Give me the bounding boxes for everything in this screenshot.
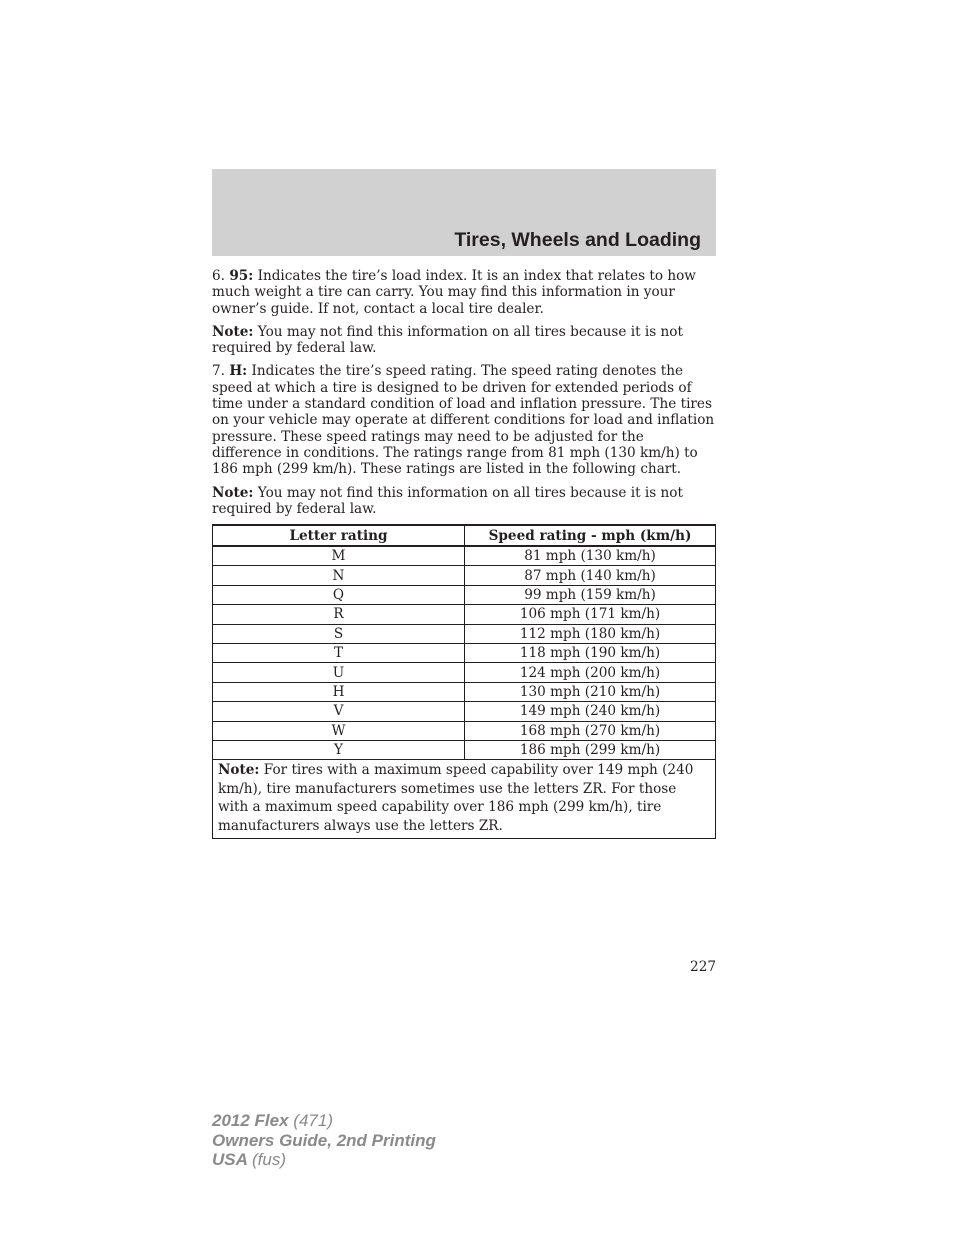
footer-market: USA [212, 1150, 248, 1169]
table-row [213, 663, 716, 682]
speed-cell: 106 mph (171 km/h) [465, 605, 716, 624]
table-row [213, 721, 716, 740]
note-label: Note: [218, 762, 260, 779]
note-text: You may not find this information on all tires because it is not required by federal law. [212, 484, 683, 517]
speed-cell: 168 mph (270 km/h) [465, 721, 716, 740]
note-text: For tires with a maximum speed capability over 149 mph (240 km/h), tire manufacturers sometimes use the letters ZR. For those with a maximum speed capability over 186 mph (299 km/h), tire manufacturers always use the letters ZR. [218, 762, 694, 834]
paragraph-item-7 [212, 363, 716, 477]
item-text: Indicates the tire’s speed rating. The speed rating denotes the speed at which a tire is designed to be driven for extended periods of time under a standard condition of load and inflation pressure. The tires on your vehicle may operate at different conditions for load and inflation pressure. These speed ratings may need to be adjusted for the difference in conditions. The ratings range from 81 mph (130 km/h) to 186 mph (299 km/h). These ratings are listed in the following chart. [212, 363, 715, 478]
table-note-row [213, 760, 716, 839]
table-row [213, 682, 716, 701]
paragraph-item-6 [212, 268, 716, 317]
table-row [213, 566, 716, 585]
letter-cell: S [213, 624, 465, 643]
letter-cell: Q [213, 585, 465, 604]
table-row [213, 546, 716, 566]
letter-cell: N [213, 566, 465, 585]
letter-cell: H [213, 682, 465, 701]
body-text [212, 268, 716, 524]
table-row [213, 643, 716, 662]
footer-line-3 [212, 1150, 436, 1170]
page-number: 227 [690, 959, 716, 975]
speed-cell: 186 mph (299 km/h) [465, 740, 716, 759]
footer-market-code: (fus) [252, 1150, 286, 1169]
letter-cell: T [213, 643, 465, 662]
speed-cell: 99 mph (159 km/h) [465, 585, 716, 604]
footer-line-2: Owners Guide, 2nd Printing [212, 1130, 436, 1150]
speed-rating-table [212, 524, 716, 839]
speed-cell: 149 mph (240 km/h) [465, 702, 716, 721]
table-header-row [213, 525, 716, 546]
speed-cell: 130 mph (210 km/h) [465, 682, 716, 701]
letter-cell: U [213, 663, 465, 682]
section-title: Tires, Wheels and Loading [454, 229, 701, 251]
table-note-cell [213, 760, 716, 839]
letter-cell: W [213, 721, 465, 740]
item-label: H: [229, 363, 248, 380]
speed-cell: 112 mph (180 km/h) [465, 624, 716, 643]
item-number: 7. [212, 363, 225, 380]
footer-model-code: (471) [293, 1111, 333, 1130]
speed-cell: 124 mph (200 km/h) [465, 663, 716, 682]
letter-cell: Y [213, 740, 465, 759]
speed-cell: 81 mph (130 km/h) [465, 546, 716, 566]
letter-cell: M [213, 546, 465, 566]
footer-model: 2012 Flex [212, 1111, 289, 1130]
table-row [213, 624, 716, 643]
letter-cell: R [213, 605, 465, 624]
paragraph-note-1 [212, 324, 716, 357]
column-header-letter-rating: Letter rating [213, 525, 465, 546]
footer [212, 1111, 436, 1170]
table-row [213, 585, 716, 604]
table-row [213, 605, 716, 624]
item-number: 6. [212, 268, 225, 284]
item-text: Indicates the tire’s load index. It is an index that relates to how much weight a tire can carry. You may find this information in your owner’s guide. If not, contact a local tire dealer. [212, 268, 696, 317]
paragraph-note-2 [212, 485, 716, 518]
speed-cell: 87 mph (140 km/h) [465, 566, 716, 585]
note-text: You may not find this information on all tires because it is not required by federal law. [212, 323, 683, 357]
item-label: 95: [229, 268, 254, 284]
section-header-band [212, 169, 716, 256]
footer-line-1 [212, 1111, 436, 1131]
table-row [213, 702, 716, 721]
letter-cell: V [213, 702, 465, 721]
note-label: Note: [212, 484, 254, 501]
table-row [213, 740, 716, 759]
note-label: Note: [212, 323, 254, 340]
speed-cell: 118 mph (190 km/h) [465, 643, 716, 662]
column-header-speed-rating: Speed rating - mph (km/h) [465, 525, 716, 546]
